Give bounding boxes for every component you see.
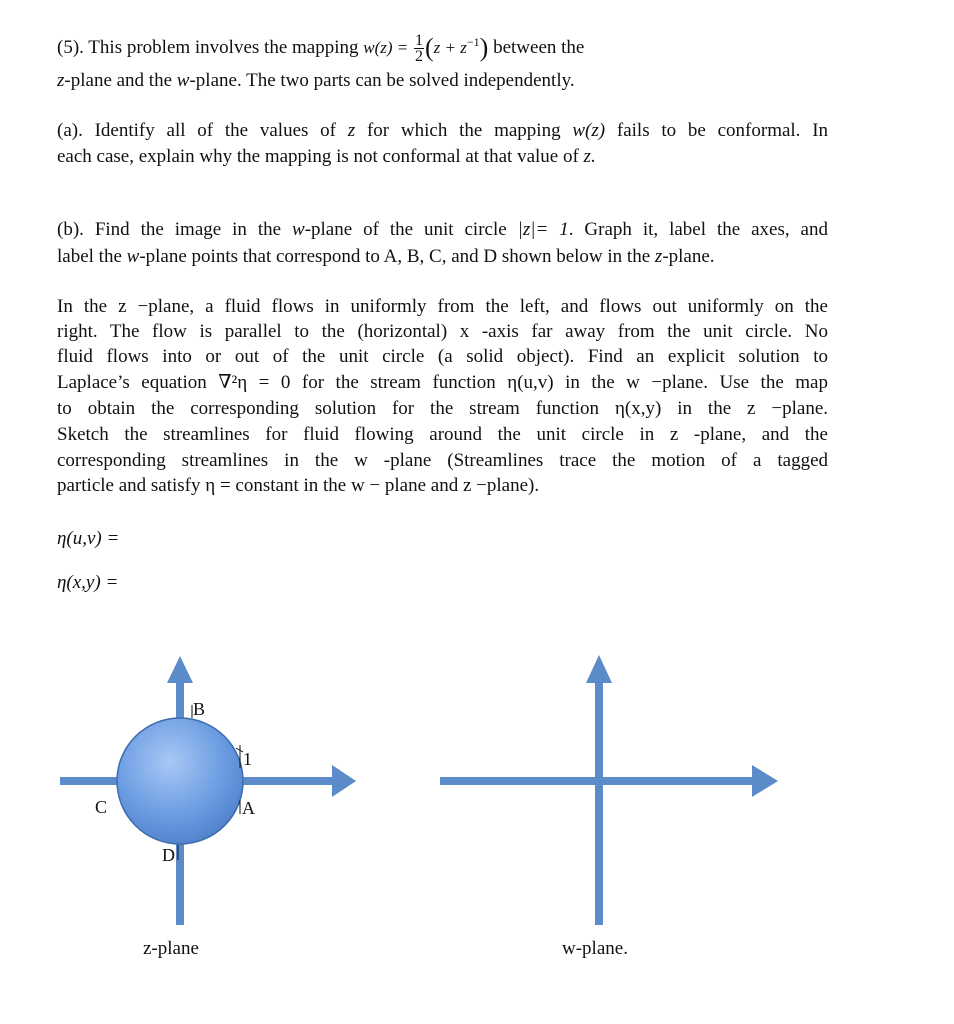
part-b-l2c: -plane. — [662, 246, 715, 267]
w-plane-axes — [440, 655, 778, 925]
part-b-l2w: w — [126, 246, 140, 267]
eta-uv-label: η(u,v) = — [57, 528, 120, 549]
intro-l2a: -plane and the — [64, 70, 173, 91]
flow-line-2: right. The flow is parallel to the (horizontal) x -axis far away from the unit circle. No — [57, 321, 828, 342]
unit-circle — [117, 718, 243, 844]
w-x-arrowhead — [752, 765, 778, 797]
part-a-l1c: fails to be conformal. In — [616, 120, 829, 141]
w-plane-caption-text: w-plane. — [562, 938, 628, 959]
part-a-l1w: w(z) — [572, 120, 606, 141]
part-a-l1a: (a). Identify all of the values of — [57, 120, 336, 141]
flow-line-3: fluid flows into or out of the unit circle (a solid object). Find an explicit solution to — [57, 346, 828, 367]
frac-num: 1 — [415, 32, 423, 50]
eta-xy-label: η(x,y) = — [57, 572, 119, 593]
mapping-w: w(z) = — [363, 38, 409, 57]
label-a: A — [242, 798, 255, 818]
flow-line-6: Sketch the streamlines for fluid flowing around the unit circle in z -plane, and the — [57, 424, 828, 445]
part-b-l1c: |z|= 1 — [517, 219, 569, 240]
part-b-l1d: . Graph it, label the axes, and — [568, 219, 828, 240]
part-b-l1b: -plane of the unit circle — [304, 219, 507, 240]
mapping-exp: −1 — [466, 35, 480, 49]
frac-den: 2 — [415, 48, 423, 66]
part-b-l1a: (b). Find the image in the — [57, 219, 282, 240]
part-b-l1w: w — [292, 219, 305, 240]
intro-suffix: between the — [493, 37, 585, 58]
part-b-l2z: z — [654, 246, 663, 267]
label-b: B — [193, 699, 206, 719]
flow-line-1: In the z −plane, a fluid flows in uniformly from the left, and flows out uniformly on the — [57, 296, 828, 317]
mapping-body: z + z — [433, 38, 467, 57]
flow-line-8: particle and satisfy η = constant in the w − plane and z −plane). — [57, 475, 540, 496]
intro-w: w — [176, 70, 190, 91]
z-plane-caption-text: z-plane — [143, 938, 199, 959]
part-b-l2b: -plane points that correspond to A, B, C, and D shown below in the — [139, 246, 651, 267]
label-d: D — [162, 845, 175, 865]
z-plane-caption — [143, 938, 199, 960]
z-y-arrowhead — [167, 656, 193, 683]
intro-z: z — [57, 70, 65, 91]
paren-open: ( — [425, 33, 434, 62]
part-a-l2z: z. — [583, 146, 596, 167]
intro-prefix: (5). This problem involves the mapping — [57, 37, 359, 58]
part-a-l1z: z — [347, 120, 356, 141]
part-a-l1b: for which the mapping — [366, 120, 561, 141]
part-a-l2a: each case, explain why the mapping is not conformal at that value of — [57, 146, 579, 167]
paren-close: ) — [479, 33, 489, 62]
w-plane-caption — [562, 938, 628, 960]
w-y-arrowhead — [586, 655, 612, 683]
label-c: C — [95, 797, 108, 817]
flow-line-5: to obtain the corresponding solution for the stream function η(x,y) in the z −plane. — [57, 398, 828, 419]
flow-line-4: Laplace’s equation ∇²η = 0 for the stream function η(u,v) in the w −plane. Use the map — [57, 372, 828, 393]
intro-l2b: -plane. The two parts can be solved independently. — [189, 70, 575, 91]
z-x-arrowhead — [332, 765, 356, 797]
label-one: 1 — [243, 749, 252, 769]
flow-line-7: corresponding streamlines in the w -plane (Streamlines trace the motion of a tagged — [57, 450, 828, 471]
part-b-l2a: label the — [57, 246, 122, 267]
w-vertical-axis — [595, 682, 603, 925]
